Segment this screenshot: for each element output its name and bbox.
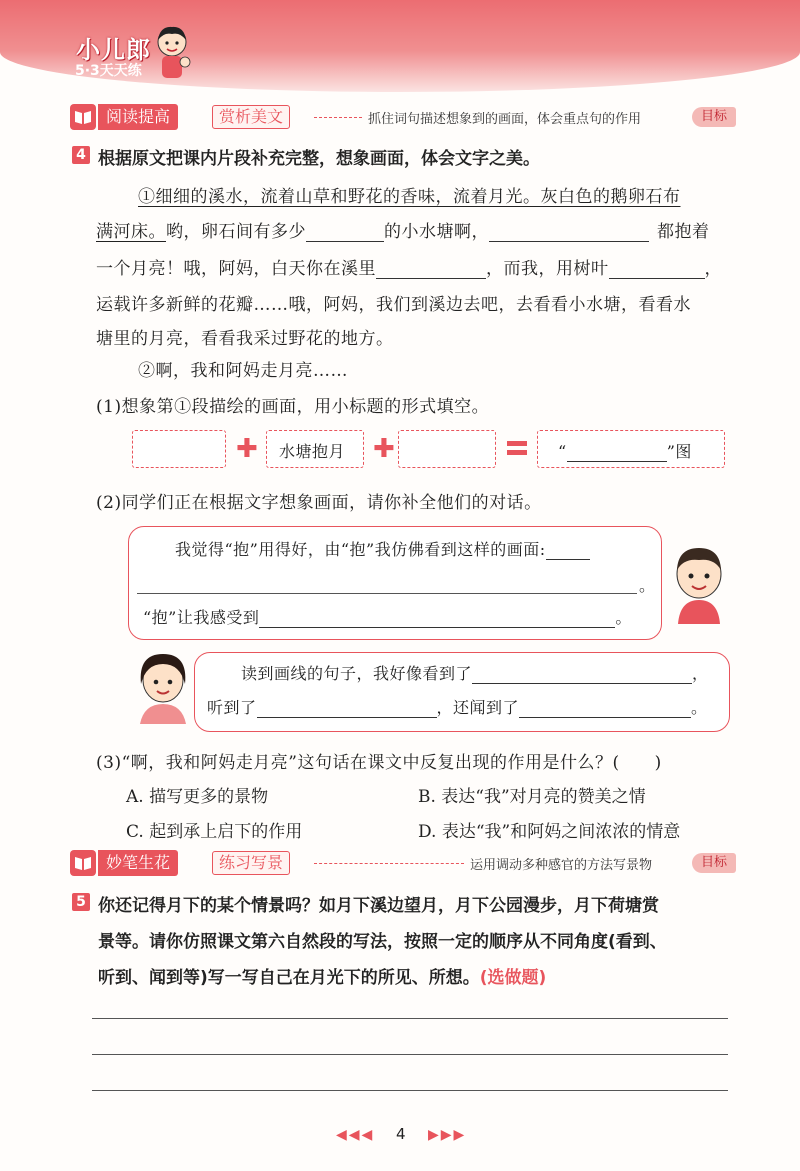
- option-d[interactable]: D. 表达“我”和阿妈之间浓浓的情意: [418, 822, 681, 842]
- question-title: 根据原文把课内片段补充完整，想象画面，体会文字之美。: [98, 149, 540, 169]
- answer-blank[interactable]: [519, 699, 691, 718]
- answer-blank[interactable]: [609, 260, 705, 279]
- question-text: 你还记得月下的某个情景吗？如月下溪边望月，月下公园漫步，月下荷塘赏: [98, 896, 659, 916]
- section-banner-reading: [70, 104, 740, 130]
- goal-text: 抓住词句描述想象到的画面，体会重点句的作用: [368, 112, 642, 127]
- writing-line[interactable]: [92, 1018, 728, 1019]
- answer-blank[interactable]: [376, 260, 486, 279]
- section-subtitle: 赏析美文: [212, 105, 290, 129]
- goal-text: 运用调动多种感官的方法写景物: [470, 858, 653, 873]
- brand-title: 小儿郎: [76, 36, 151, 64]
- goal-badge: 目标: [692, 107, 736, 127]
- girl-avatar: [132, 648, 194, 724]
- result-box[interactable]: “ ”图: [537, 430, 725, 468]
- writing-line[interactable]: [92, 1090, 728, 1091]
- passage-line: 满河床。哟，卵石间有多少 的小水塘啊， 都抱着: [96, 222, 710, 242]
- answer-blank[interactable]: [546, 541, 590, 560]
- option-b[interactable]: B. 表达“我”对月亮的赞美之情: [418, 787, 646, 807]
- answer-blank[interactable]: [567, 443, 667, 462]
- given-title: 水塘抱月: [279, 442, 346, 461]
- equals-icon: [507, 441, 527, 455]
- speech-bubble-boy: 我觉得“抱”用得好，由“抱”我仿佛看到这样的画面: 。 “抱”让我感受到 。: [128, 526, 662, 640]
- goal-badge: 目标: [692, 853, 736, 873]
- title-given-box: [266, 430, 364, 468]
- divider: [314, 863, 464, 864]
- question-text: 听到、闻到等)写一写自己在月光下的所见、所想。(选做题): [98, 968, 547, 988]
- answer-blank[interactable]: [489, 223, 649, 242]
- optional-tag: (选做题): [479, 968, 547, 988]
- option-a[interactable]: A. 描写更多的景物: [126, 787, 269, 807]
- section-title: 阅读提高: [98, 104, 178, 130]
- sub-question: (1)想象第①段描绘的画面，用小标题的形式填空。: [96, 397, 490, 417]
- next-arrows-icon: ▶▶▶: [428, 1127, 467, 1143]
- book-icon: [70, 104, 96, 130]
- answer-blank[interactable]: [306, 223, 384, 242]
- prev-arrows-icon: ◀◀◀: [336, 1127, 375, 1143]
- answer-blank[interactable]: [257, 699, 437, 718]
- passage-line: ②啊，我和阿妈走月亮……: [138, 361, 348, 381]
- sub-question: (2)同学们正在根据文字想象画面，请你补全他们的对话。: [96, 493, 542, 513]
- answer-line[interactable]: [137, 593, 637, 594]
- option-c[interactable]: C. 起到承上启下的作用: [126, 822, 303, 842]
- book-icon: [70, 850, 96, 876]
- passage-line: ①细细的溪水，流着山草和野花的香味，流着月光。灰白色的鹅卵石布: [138, 187, 681, 207]
- writing-line[interactable]: [92, 1054, 728, 1055]
- boy-avatar: [668, 540, 730, 624]
- plus-icon: ✚: [373, 434, 395, 464]
- brand-subtitle: 5·3天天练: [75, 63, 142, 79]
- question-number: 5: [72, 893, 90, 911]
- section-subtitle: 练习写景: [212, 851, 290, 875]
- passage-line: 运载许多新鲜的花瓣……哦，阿妈，我们到溪边去吧，去看看小水塘，看看水: [96, 295, 691, 315]
- passage-line: 塘里的月亮，看看我采过野花的地方。: [96, 329, 394, 349]
- section-banner-writing: [70, 850, 740, 876]
- mascot-boy-icon: [152, 22, 192, 82]
- section-title: 妙笔生花: [98, 850, 178, 876]
- sub-question: (3)“啊，我和阿妈走月亮”这句话在课文中反复出现的作用是什么？( ): [96, 753, 662, 773]
- title-blank-box[interactable]: [398, 430, 496, 468]
- plus-icon: ✚: [236, 434, 258, 464]
- speech-bubble-girl: 读到画线的句子，我好像看到了 ， 听到了 ，还闻到了 。: [194, 652, 730, 732]
- question-text: 景等。请你仿照课文第六自然段的写法，按照一定的顺序从不同角度(看到、: [98, 932, 667, 952]
- passage-line: 一个月亮！哦，阿妈，白天你在溪里 ，而我，用树叶 ，: [96, 259, 722, 279]
- answer-blank[interactable]: [259, 609, 615, 628]
- answer-blank[interactable]: [472, 665, 692, 684]
- title-blank-box[interactable]: [132, 430, 226, 468]
- question-number: 4: [72, 146, 90, 164]
- divider: [314, 117, 362, 118]
- page-number: 4: [396, 1125, 407, 1143]
